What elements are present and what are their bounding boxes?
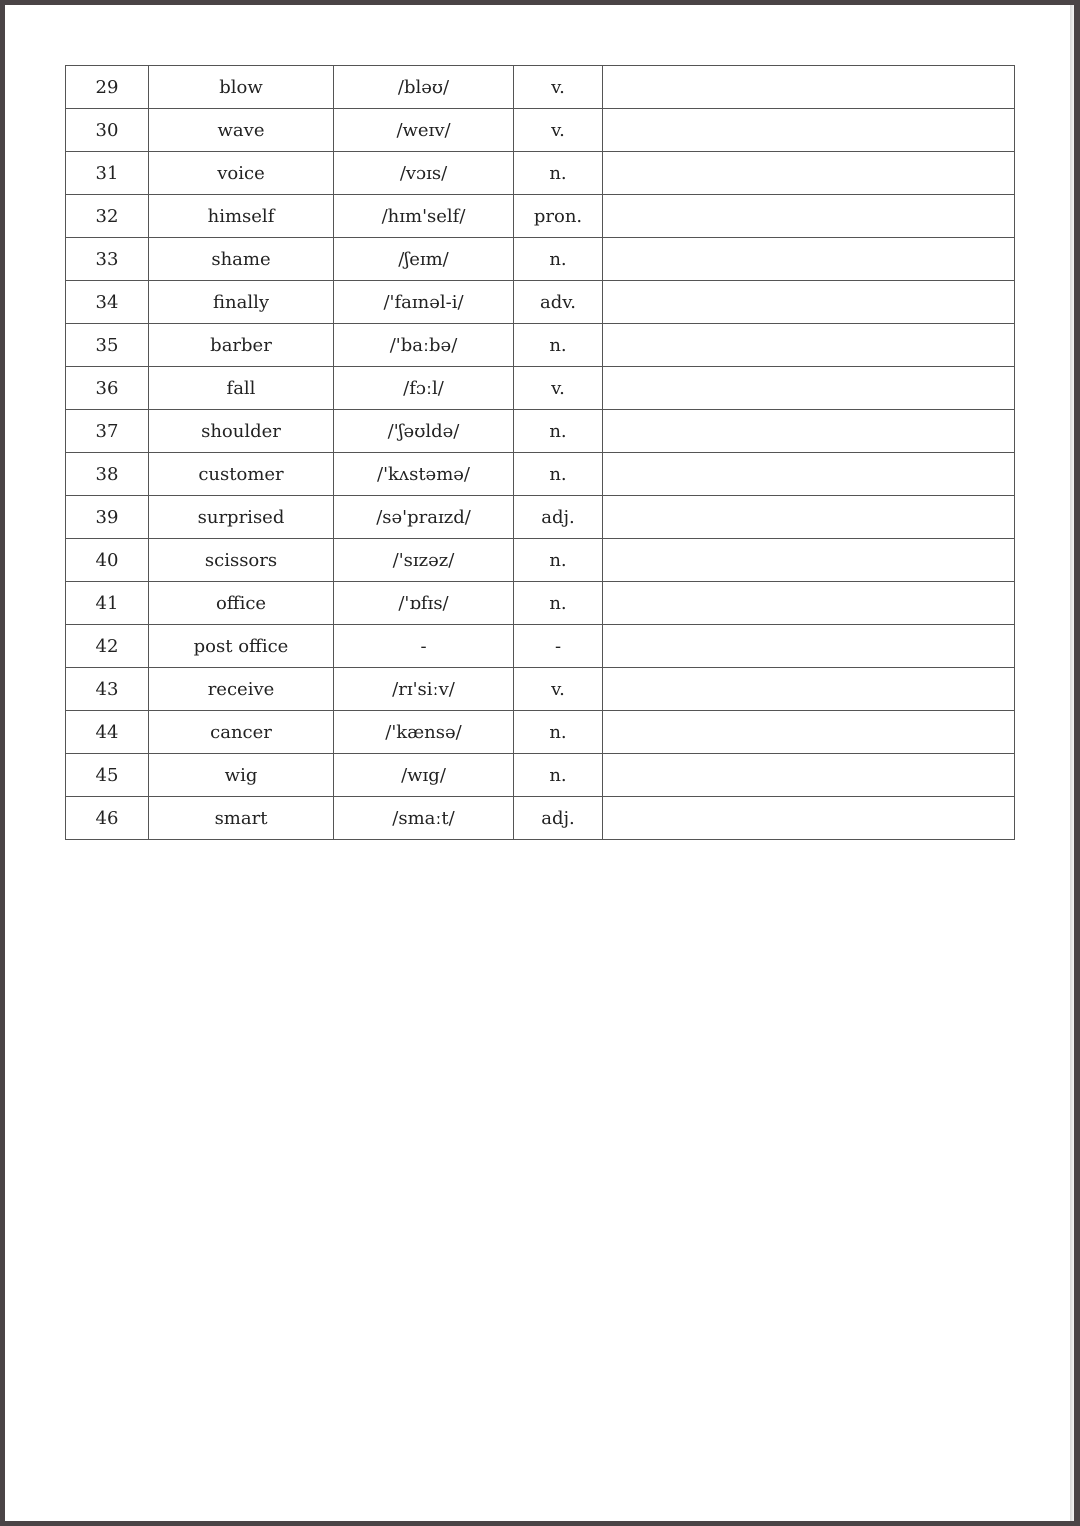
row-number: 34 — [66, 281, 149, 324]
meaning-cell — [603, 582, 1015, 625]
phonetic-cell: /'kænsə/ — [334, 711, 514, 754]
vocabulary-table-body — [66, 66, 1015, 840]
table-row — [66, 281, 1015, 324]
table-row — [66, 582, 1015, 625]
phonetic-cell: /rɪ'siːv/ — [334, 668, 514, 711]
table-row — [66, 195, 1015, 238]
row-number: 36 — [66, 367, 149, 410]
table-row — [66, 496, 1015, 539]
part-of-speech-cell: n. — [514, 453, 603, 496]
part-of-speech-cell: v. — [514, 109, 603, 152]
part-of-speech-cell: n. — [514, 152, 603, 195]
row-number: 39 — [66, 496, 149, 539]
row-number: 32 — [66, 195, 149, 238]
meaning-cell — [603, 496, 1015, 539]
phonetic-cell: /fɔːl/ — [334, 367, 514, 410]
table-row — [66, 711, 1015, 754]
part-of-speech-cell: v. — [514, 367, 603, 410]
table-row — [66, 539, 1015, 582]
phonetic-cell: /ʃeɪm/ — [334, 238, 514, 281]
table-row — [66, 238, 1015, 281]
phonetic-cell: /bləʊ/ — [334, 66, 514, 109]
word-cell: scissors — [149, 539, 334, 582]
part-of-speech-cell: n. — [514, 582, 603, 625]
phonetic-cell: /vɔɪs/ — [334, 152, 514, 195]
row-number: 46 — [66, 797, 149, 840]
part-of-speech-cell: pron. — [514, 195, 603, 238]
table-row — [66, 668, 1015, 711]
phonetic-cell: /sə'praɪzd/ — [334, 496, 514, 539]
row-number: 41 — [66, 582, 149, 625]
row-number: 42 — [66, 625, 149, 668]
phonetic-cell: /'baːbə/ — [334, 324, 514, 367]
meaning-cell — [603, 195, 1015, 238]
phonetic-cell: /'ɒfɪs/ — [334, 582, 514, 625]
meaning-cell — [603, 66, 1015, 109]
part-of-speech-cell: n. — [514, 324, 603, 367]
meaning-cell — [603, 754, 1015, 797]
part-of-speech-cell: n. — [514, 711, 603, 754]
word-cell: wig — [149, 754, 334, 797]
row-number: 44 — [66, 711, 149, 754]
part-of-speech-cell: n. — [514, 238, 603, 281]
word-cell: himself — [149, 195, 334, 238]
phonetic-cell: /'ʃəʊldə/ — [334, 410, 514, 453]
meaning-cell — [603, 797, 1015, 840]
word-cell: shame — [149, 238, 334, 281]
table-row — [66, 367, 1015, 410]
meaning-cell — [603, 281, 1015, 324]
table-row — [66, 66, 1015, 109]
word-cell: smart — [149, 797, 334, 840]
phonetic-cell: /weɪv/ — [334, 109, 514, 152]
part-of-speech-cell: v. — [514, 66, 603, 109]
row-number: 31 — [66, 152, 149, 195]
part-of-speech-cell: n. — [514, 754, 603, 797]
word-cell: finally — [149, 281, 334, 324]
table-row — [66, 797, 1015, 840]
row-number: 43 — [66, 668, 149, 711]
phonetic-cell: - — [334, 625, 514, 668]
table-row — [66, 625, 1015, 668]
table-row — [66, 754, 1015, 797]
meaning-cell — [603, 410, 1015, 453]
meaning-cell — [603, 711, 1015, 754]
word-cell: wave — [149, 109, 334, 152]
table-row — [66, 410, 1015, 453]
word-cell: post office — [149, 625, 334, 668]
word-cell: voice — [149, 152, 334, 195]
meaning-cell — [603, 668, 1015, 711]
word-cell: customer — [149, 453, 334, 496]
part-of-speech-cell: n. — [514, 539, 603, 582]
part-of-speech-cell: n. — [514, 410, 603, 453]
phonetic-cell: /smaːt/ — [334, 797, 514, 840]
part-of-speech-cell: adv. — [514, 281, 603, 324]
table-row — [66, 109, 1015, 152]
part-of-speech-cell: - — [514, 625, 603, 668]
vocabulary-table — [65, 65, 1015, 840]
phonetic-cell: /'sɪzəz/ — [334, 539, 514, 582]
meaning-cell — [603, 152, 1015, 195]
row-number: 38 — [66, 453, 149, 496]
table-row — [66, 152, 1015, 195]
part-of-speech-cell: v. — [514, 668, 603, 711]
meaning-cell — [603, 109, 1015, 152]
row-number: 30 — [66, 109, 149, 152]
word-cell: cancer — [149, 711, 334, 754]
word-cell: office — [149, 582, 334, 625]
part-of-speech-cell: adj. — [514, 496, 603, 539]
word-cell: shoulder — [149, 410, 334, 453]
part-of-speech-cell: adj. — [514, 797, 603, 840]
phonetic-cell: /'faɪnəl-i/ — [334, 281, 514, 324]
row-number: 40 — [66, 539, 149, 582]
meaning-cell — [603, 453, 1015, 496]
table-row — [66, 453, 1015, 496]
phonetic-cell: /hɪm'self/ — [334, 195, 514, 238]
meaning-cell — [603, 238, 1015, 281]
word-cell: blow — [149, 66, 334, 109]
meaning-cell — [603, 324, 1015, 367]
phonetic-cell: /wɪg/ — [334, 754, 514, 797]
table-row — [66, 324, 1015, 367]
word-cell: surprised — [149, 496, 334, 539]
word-cell: fall — [149, 367, 334, 410]
row-number: 29 — [66, 66, 149, 109]
row-number: 45 — [66, 754, 149, 797]
row-number: 35 — [66, 324, 149, 367]
row-number: 33 — [66, 238, 149, 281]
meaning-cell — [603, 625, 1015, 668]
meaning-cell — [603, 539, 1015, 582]
row-number: 37 — [66, 410, 149, 453]
word-cell: barber — [149, 324, 334, 367]
meaning-cell — [603, 367, 1015, 410]
word-cell: receive — [149, 668, 334, 711]
phonetic-cell: /'kʌstəmə/ — [334, 453, 514, 496]
